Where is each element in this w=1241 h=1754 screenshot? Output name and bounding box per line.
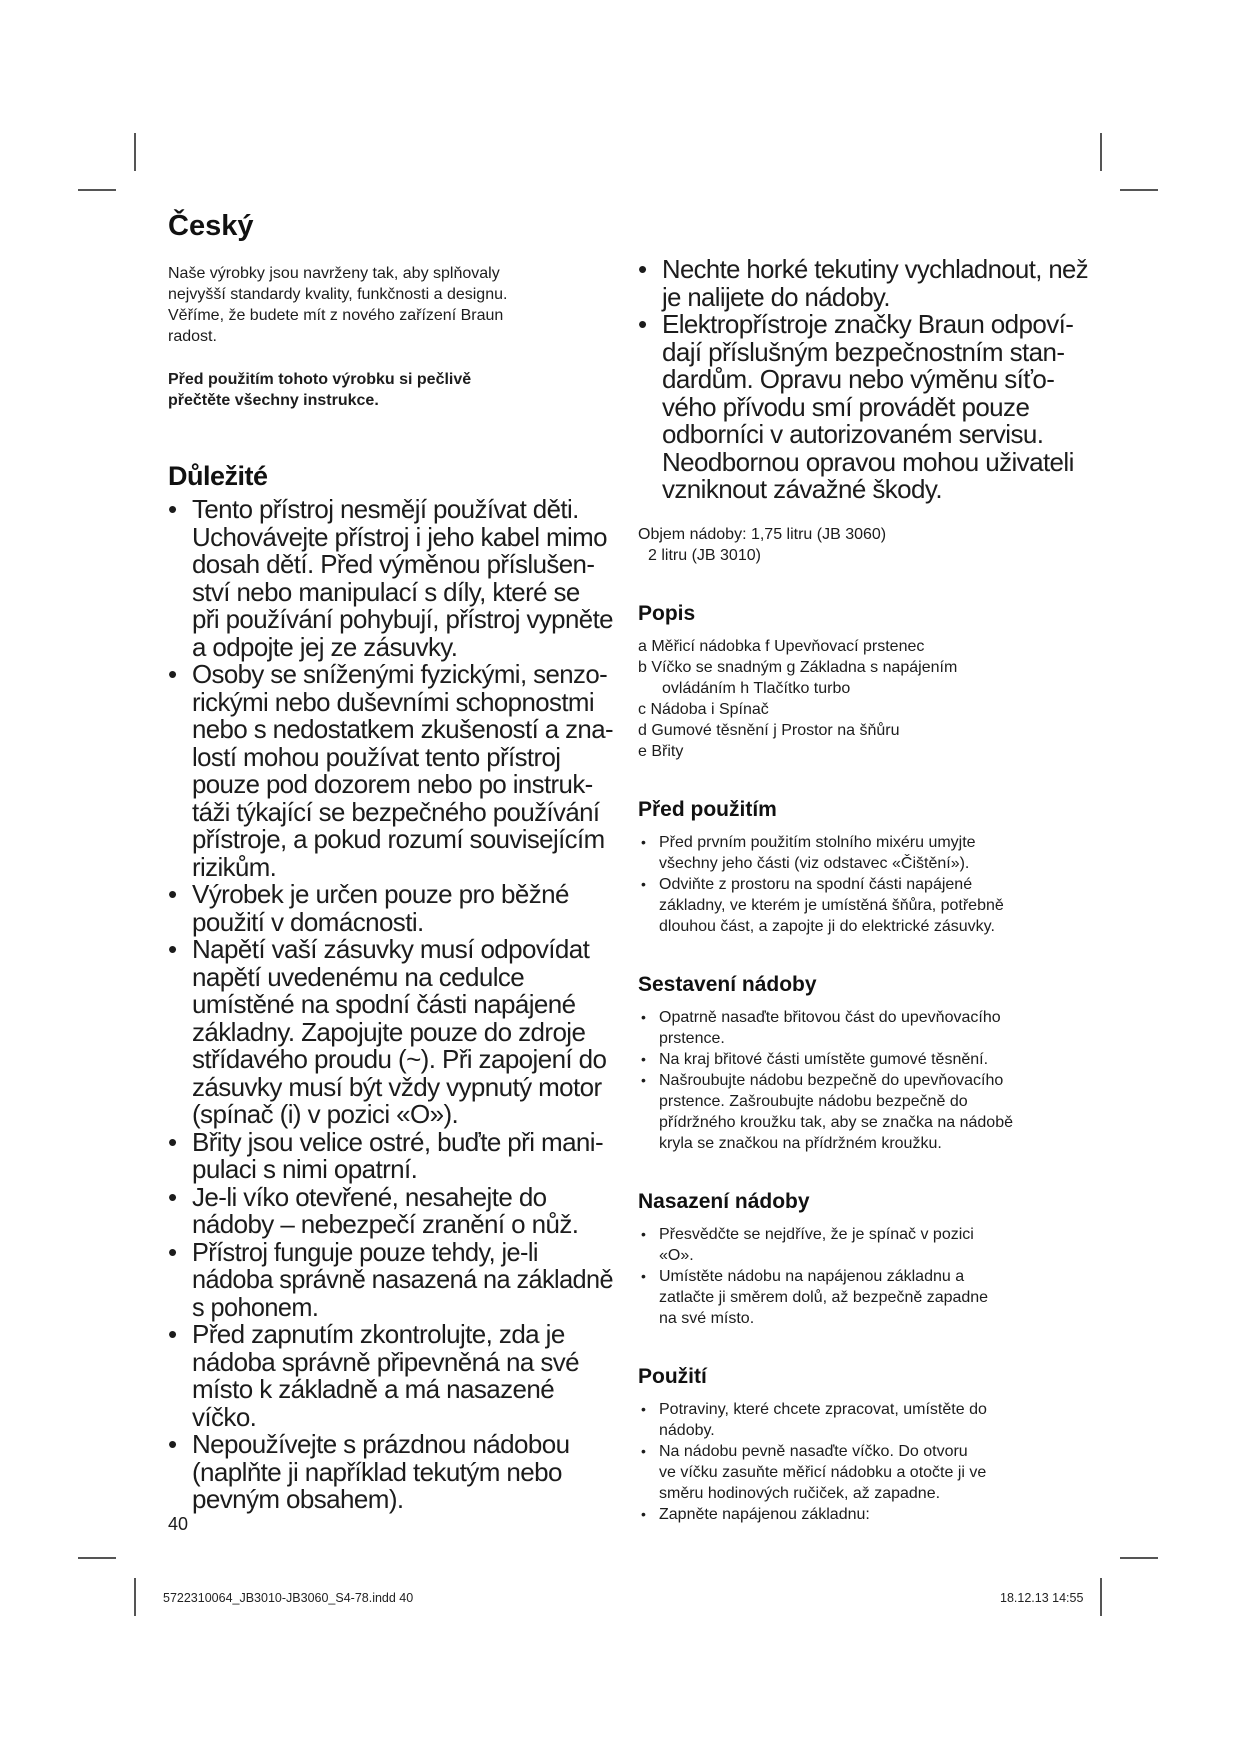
capacity-line: 2 litru (JB 3010) (648, 546, 761, 564)
nasazeni-list (638, 1224, 1088, 1329)
list-item-line: Našroubujte nádobu bezpečně do upevňovacího (659, 1071, 1004, 1089)
pred-pouzitim-heading: Před použitím (638, 797, 777, 821)
left-column (168, 210, 613, 1514)
list-item (638, 874, 1088, 937)
list-item-line: Odviňte z prostoru na spodní části napájené (659, 875, 973, 893)
list-item-line: víčko. (192, 1401, 257, 1432)
list-item-line: ve víčku zasuňte měřicí nádobku a otočte ji ve (659, 1463, 987, 1481)
pred-pouzitim-list (638, 832, 1088, 937)
list-item-line: Nepoužívejte s prázdnou nádobou (192, 1429, 570, 1459)
crop-mark (1120, 189, 1158, 191)
list-item-line: s pohonem. (192, 1291, 319, 1322)
list-item-line: Před prvním použitím stolního mixéru umyjte (659, 833, 976, 851)
list-item (168, 1181, 613, 1239)
intro-bold-line: Před použitím tohoto výrobku si pečlivě (168, 371, 472, 388)
list-item-line: prstence. (659, 1029, 725, 1047)
crop-mark (1100, 1578, 1102, 1616)
list-item-line: Umístěte nádobu na napájenou základnu a (659, 1267, 965, 1285)
footer-timestamp: 18.12.13 14:55 (1000, 1591, 1084, 1605)
list-item (638, 1399, 1088, 1441)
intro-line: radost. (168, 328, 217, 345)
list-item-line: zatlačte ji směrem dolů, až bezpečně zapadne (659, 1288, 989, 1306)
list-item (168, 936, 613, 1129)
important-list (168, 496, 613, 1514)
crop-mark (1120, 1557, 1158, 1559)
list-item (168, 1431, 613, 1514)
list-item-line: Před zapnutím zkontrolujte, zda je (192, 1319, 565, 1349)
list-item-line: použití v domácnosti. (192, 906, 424, 937)
footer-filename: 5722310064_JB3010-JB3060_S4-78.indd 40 (163, 1591, 414, 1605)
list-item-line: Neodbornou opravou mohou uživateli (662, 446, 1074, 477)
sestaveni-list (638, 1007, 1088, 1154)
list-item (168, 1126, 613, 1184)
part-line: ovládáním h Tlačítko turbo (662, 679, 851, 697)
list-item-line: dardům. Opravu nebo výměnu síťo- (662, 364, 1055, 394)
list-item-line: Nechte horké tekutiny vychladnout, než (662, 254, 1088, 284)
important-list-continued (638, 256, 1088, 504)
page-heading: Český (168, 210, 254, 242)
list-item-line: rizikům. (192, 851, 277, 882)
list-item-line: nebo s nedostatkem zkušeností a zna- (192, 714, 613, 744)
list-item (638, 1504, 1088, 1525)
list-item-line: přístroje, a pokud rozumí souvisejícím (192, 824, 605, 854)
list-item (638, 1049, 1088, 1070)
list-item-line: odborníci v autorizovaném servisu. (662, 419, 1044, 449)
list-item-line: Výrobek je určen pouze pro běžné (192, 879, 569, 909)
list-item-line: Břity jsou velice ostré, buďte při mani- (192, 1126, 604, 1157)
list-item (638, 256, 1088, 311)
list-item-line: Tento přístroj nesmějí používat děti. (192, 494, 579, 524)
list-item (168, 1236, 613, 1322)
popis-heading: Popis (638, 601, 696, 625)
list-item-line: nádoby – nebezpečí zranění o nůž. (192, 1209, 579, 1239)
list-item (638, 311, 1088, 504)
list-item-line: Napětí vaší zásuvky musí odpovídat (192, 934, 590, 964)
pouziti-list (638, 1399, 1088, 1525)
list-item-line: dlouhou část, a zapojte ji do elektrické zásuvky. (659, 917, 995, 935)
list-item-line: nádoby. (659, 1421, 715, 1439)
list-item-line: všechny jeho části (viz odstavec «Čištění»). (659, 854, 970, 872)
intro-line: Věříme, že budete mít z nového zařízení Braun (168, 307, 504, 324)
list-item-line: Opatrně nasaďte břitovou část do upevňovacího (659, 1008, 1001, 1026)
list-item-line: pevným obsahem). (192, 1484, 404, 1514)
list-item-line: prstence. Zašroubujte nádobu bezpečně do (659, 1092, 968, 1110)
list-item (168, 661, 613, 881)
part-line: d Gumové těsnění j Prostor na šňůru (638, 721, 900, 739)
list-item-line: rickými nebo duševními schopnostmi (192, 686, 594, 717)
list-item (638, 832, 1088, 874)
intro-text (168, 263, 613, 347)
intro-bold-line: přečtěte všechny instrukce. (168, 392, 379, 409)
list-item-line: směru hodinových ručiček, až zapadne. (659, 1484, 941, 1502)
list-item (638, 1070, 1088, 1154)
list-item-line: kryla se značkou na přídržném kroužku. (659, 1134, 942, 1152)
list-item-line: Zapněte napájenou základnu: (659, 1505, 870, 1523)
list-item (638, 1266, 1088, 1329)
list-item (168, 881, 613, 936)
list-item-line: na své místo. (659, 1309, 755, 1327)
list-item-line: místo k základně a má nasazené (192, 1374, 555, 1404)
nasazeni-heading: Nasazení nádoby (638, 1189, 810, 1213)
list-item-line: «O». (659, 1246, 694, 1264)
list-item-line: je nalijete do nádoby. (662, 281, 890, 312)
list-item-line: táži týkající se bezpečného používání (192, 796, 600, 827)
parts-description (638, 636, 1088, 762)
crop-mark (1100, 133, 1102, 171)
list-item-line: Uchovávejte přístroj i jeho kabel mimo (192, 521, 607, 552)
list-item-line: základny, ve kterém je umístěná šňůra, potřebně (659, 896, 1004, 914)
list-item-line: přídržného kroužku tak, aby se značka na nádobě (659, 1113, 1013, 1131)
capacity-line: Objem nádoby: 1,75 litru (JB 3060) (638, 525, 887, 543)
crop-mark (78, 1557, 116, 1559)
list-item-line: umístěné na spodní části napájené (192, 989, 576, 1019)
list-item-line: vého přívodu smí provádět pouze (662, 391, 1030, 422)
list-item-line: nádoba správně připevněná na své (192, 1346, 579, 1377)
intro-line: nejvyšší standardy kvality, funkčnosti a designu. (168, 286, 508, 303)
crop-mark (134, 1578, 136, 1616)
list-item-line: lostí mohou používat tento přístroj (192, 741, 561, 772)
part-line: e Břity (638, 742, 684, 760)
list-item-line: zásuvky musí být vždy vypnutý motor (192, 1071, 602, 1102)
part-line: b Víčko se snadným g Základna s napájením (638, 658, 958, 676)
capacity-spec (638, 524, 1088, 566)
list-item-line: při používání pohybují, přístroj vypněte (192, 604, 613, 634)
crop-mark (78, 189, 116, 191)
list-item-line: (spínač (i) v pozici «O»). (192, 1099, 459, 1129)
list-item-line: Potraviny, které chcete zpracovat, umístěte do (659, 1400, 987, 1418)
list-item-line: ství nebo manipulací s díly, které se (192, 576, 580, 607)
intro-bold-text (168, 369, 613, 411)
list-item-line: Osoby se sníženými fyzickými, senzo- (192, 659, 608, 689)
list-item-line: nádoba správně nasazená na základně (192, 1264, 613, 1294)
list-item-line: napětí uvedenému na cedulce (192, 961, 525, 992)
important-heading: Důležité (168, 461, 268, 491)
list-item-line: a odpojte jej ze zásuvky. (192, 631, 458, 662)
list-item-line: Přístroj funguje pouze tehdy, je-li (192, 1236, 538, 1267)
part-line: a Měřicí nádobka f Upevňovací prstenec (638, 637, 925, 655)
list-item-line: Elektropřístroje značky Braun odpoví- (662, 309, 1074, 339)
list-item-line: Přesvědčte se nejdříve, že je spínač v pozici (659, 1225, 974, 1243)
intro-line: Naše výrobky jsou navrženy tak, aby splňovaly (168, 265, 500, 282)
list-item (168, 1321, 613, 1431)
list-item-line: základny. Zapojujte pouze do zdroje (192, 1016, 586, 1047)
pouziti-heading: Použití (638, 1364, 707, 1388)
list-item-line: Na nádobu pevně nasaďte víčko. Do otvoru (659, 1442, 968, 1460)
list-item-line: dosah dětí. Před výměnou příslušen- (192, 549, 595, 579)
list-item-line: dají příslušným bezpečnostním stan- (662, 336, 1065, 367)
list-item (638, 1007, 1088, 1049)
list-item-line: Je-li víko otevřené, nesahejte do (192, 1181, 547, 1212)
list-item-line: vzniknout závažné škody. (662, 474, 942, 504)
part-line: c Nádoba i Spínač (638, 700, 769, 718)
sestaveni-heading: Sestavení nádoby (638, 972, 817, 996)
list-item (168, 496, 613, 661)
list-item-line: pouze pod dozorem nebo po instruk- (192, 769, 593, 799)
list-item-line: (naplňte ji například tekutým nebo (192, 1456, 562, 1487)
crop-mark (134, 133, 136, 171)
page-number: 40 (168, 1514, 189, 1534)
right-column (638, 256, 1088, 1525)
list-item (638, 1224, 1088, 1266)
list-item-line: Na kraj břitové části umístěte gumové těsnění. (659, 1050, 989, 1068)
list-item (638, 1441, 1088, 1504)
list-item-line: střídavého proudu (~). Při zapojení do (192, 1044, 607, 1074)
list-item-line: pulaci s nimi opatrní. (192, 1154, 418, 1184)
